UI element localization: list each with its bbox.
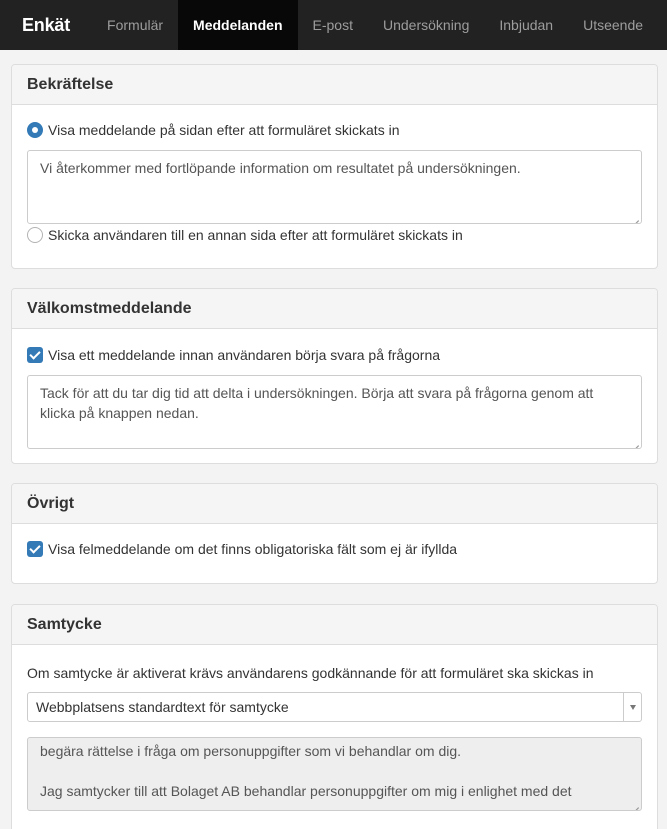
consent-text-select[interactable] bbox=[27, 692, 642, 722]
consent-panel bbox=[11, 604, 658, 829]
tab-formular[interactable]: Formulär bbox=[107, 17, 164, 33]
confirmation-title: Bekräftelse bbox=[12, 65, 657, 105]
show-message-radio[interactable] bbox=[27, 122, 43, 138]
tab-e-post[interactable]: E-post bbox=[312, 17, 353, 33]
welcome-message-textarea[interactable] bbox=[27, 375, 642, 449]
show-message-option[interactable] bbox=[27, 118, 642, 142]
tab-undersokning[interactable]: Undersökning bbox=[382, 17, 470, 33]
error-message-option[interactable] bbox=[27, 537, 642, 561]
tab-inbjudan[interactable]: Inbjudan bbox=[499, 17, 554, 33]
consent-description: Om samtycke är aktiverat krävs användarens godkännande för att formuläret ska skickas in bbox=[27, 665, 594, 681]
consent-text-area[interactable] bbox=[27, 737, 642, 811]
welcome-option[interactable] bbox=[27, 343, 642, 367]
welcome-checkbox[interactable] bbox=[27, 347, 43, 363]
welcome-panel bbox=[11, 288, 658, 464]
consent-select-value: Webbplatsens standardtext för samtycke bbox=[36, 699, 289, 715]
error-message-label: Visa felmeddelande om det finns obligatoriska fält som ej är ifyllda bbox=[48, 541, 458, 557]
confirmation-message-text: Vi återkommer med fortlöpande information om resultatet på undersökningen. bbox=[40, 160, 521, 176]
resize-handle-icon[interactable] bbox=[630, 212, 639, 221]
welcome-checkbox-label: Visa ett meddelande innan användaren börja svara på frågorna bbox=[48, 347, 441, 363]
tab-utseende[interactable]: Utseende bbox=[583, 17, 644, 33]
confirmation-panel bbox=[11, 64, 658, 269]
redirect-label: Skicka användaren till en annan sida efter att formuläret skickats in bbox=[48, 227, 463, 243]
resize-handle-icon[interactable] bbox=[630, 799, 639, 808]
welcome-title: Välkomstmeddelande bbox=[12, 289, 657, 329]
consent-text-line-1: begära rättelse i fråga om personuppgifter som vi behandlar om dig. bbox=[40, 743, 462, 759]
show-message-label: Visa meddelande på sidan efter att formuläret skickats in bbox=[48, 122, 400, 138]
redirect-radio[interactable] bbox=[27, 227, 43, 243]
other-title: Övrigt bbox=[12, 484, 657, 524]
brand-title[interactable]: Enkät bbox=[22, 14, 71, 35]
welcome-message-text: Tack för att du tar dig tid att delta i undersökningen. Börja att svara på frågorna genom att klicka på knappen nedan. bbox=[40, 385, 594, 421]
consent-text-line-2: Jag samtycker till att Bolaget AB behandlar personuppgifter om mig i enlighet med det bbox=[40, 783, 572, 799]
resize-handle-icon[interactable] bbox=[630, 437, 639, 446]
error-message-checkbox[interactable] bbox=[27, 541, 43, 557]
other-panel bbox=[11, 483, 658, 584]
redirect-option[interactable] bbox=[27, 223, 642, 247]
tab-meddelanden[interactable]: Meddelanden bbox=[178, 0, 297, 50]
top-navbar bbox=[0, 0, 667, 50]
chevron-down-icon[interactable] bbox=[623, 693, 641, 721]
confirmation-message-textarea[interactable] bbox=[27, 150, 642, 224]
consent-title: Samtycke bbox=[12, 605, 657, 645]
